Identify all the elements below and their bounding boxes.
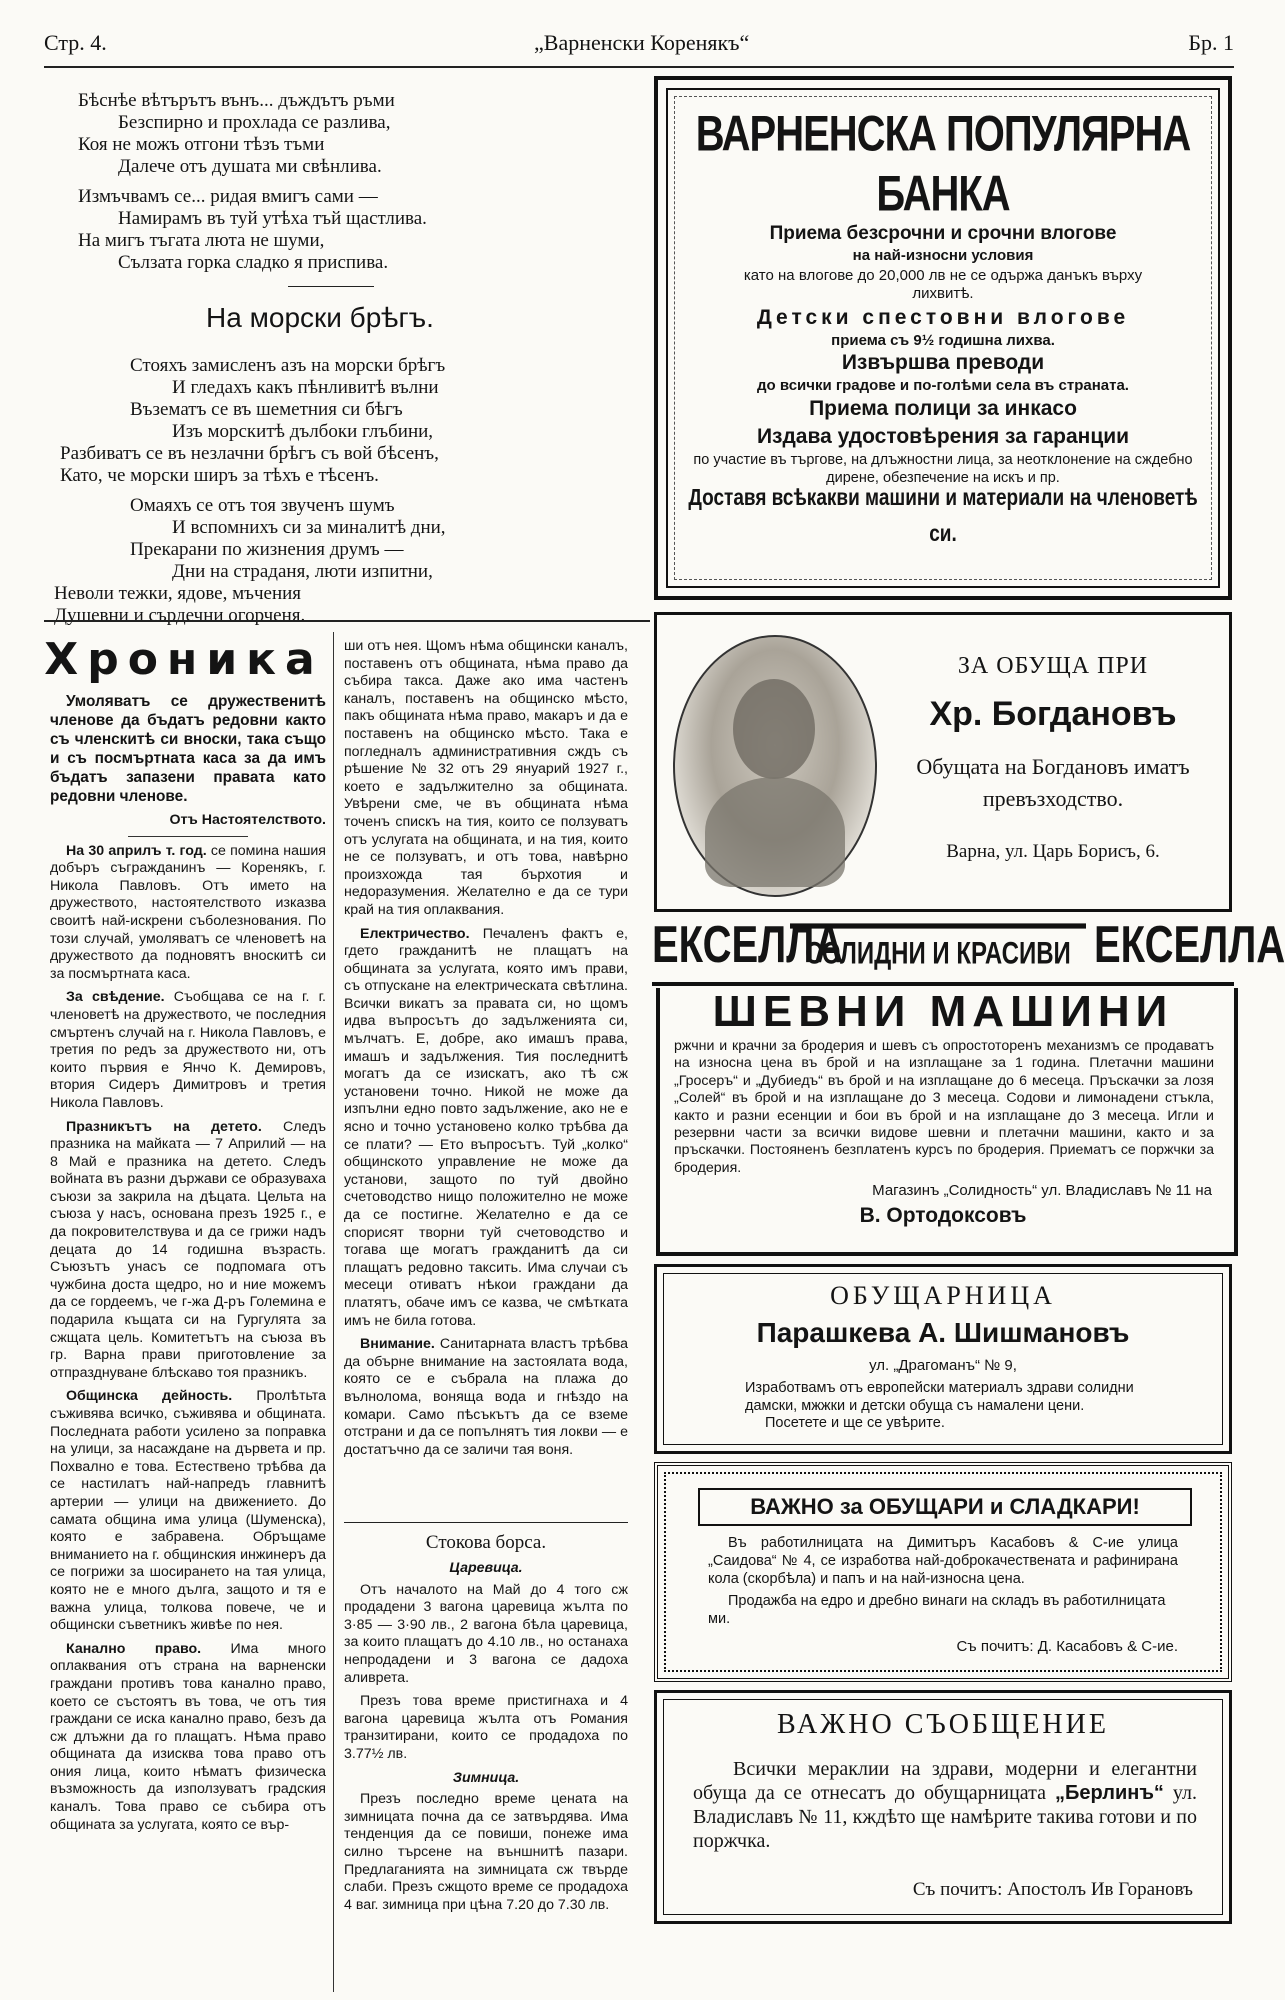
appeal-signature: Отъ Настоятелството. (169, 812, 326, 828)
market-wheat: Презъ последно време цената на зимницата почна да се затвърдява. Има тенденция да се повиши, понеже има силно търсене на външнитѣ пазари. Предлаганията на зимницата сж твърде слаби. Презъ сжщото време се продадоха 4 ваг. зимница при цѣна 7.20 до 7.30 лв. (344, 1791, 628, 1913)
newspaper-title: „Варненски Коренякъ“ (534, 30, 750, 55)
market-subtitle-wheat: Зимница. (452, 1769, 520, 1786)
important2-signature: Съ почитъ: Апостолъ Ив Горановъ (912, 1879, 1193, 1900)
poem-2 (40, 355, 600, 627)
ad-shoemakers-confectioners (654, 1462, 1232, 1682)
section-divider (44, 620, 650, 622)
important1-title: ВАЖНО за ОБУЩАРИ и СЛАДКАРИ! (698, 1488, 1192, 1526)
poem-line: Дни на страданя, люти изпитни, (172, 561, 433, 582)
appeal-text: Умоляватъ се дружественитѣ членове да бъдатъ редовни както съ членскитѣ си вноски, така също и съ посмъртната каса за да имъ бъдатъ запазени правата като редовни членове. (50, 693, 326, 805)
sewing-body: ржчни и крачни за бродерия и шевъ съ опростоторенъ механизмъ се продаватъ на износна цена въ брой и на изплащане за 1 година. Плетачни машини „Гросеръ“ и „Дубиедъ“ въ брой и на изплащане до 6 месеца. Пръскачки за лозя „Солей“ въ брой и на изплащане до 3 месеца. Содови и лимонадени стъкла, както и разни есенции и бои въ брой и на изплащане до 3 месеца. Игли и резервни части за всички видове шевни и плетачни машини, както и за пръскачки. Постояненъ безплатенъ курсъ по бродерия. Приематъ се поржчки за бродерия. (674, 1038, 1214, 1176)
chronicle-title: Хроника (44, 634, 324, 685)
important1-signature: Съ почитъ: Д. Касабовъ & С-ие. (956, 1638, 1178, 1655)
chronicle-column-1 (50, 692, 326, 1992)
ad-shoes-bogdanov (654, 612, 1232, 912)
bank-line: Извършва преводи (841, 351, 1045, 374)
important1-body: Въ работилницата на Димитъръ Касабовъ & С-ие улица „Саидова“ № 4, се изработва най-доброкачествената и рафинирана кола (скорбѣла) и папъ и на най-износна цена. (708, 1535, 1178, 1587)
article-canal: Канално право. Има много оплаквания отъ страна на варненски граждани противъ това канално право, което се състоятъ въ това, че отъ тия граждани се иска канално право, безъ да сж длъжни да го плащатъ. Нѣма право общината да изисква това право отъ ония лица, които нѣматъ физическа възможность да използуватъ градския каналъ. Това право се събира отъ общината за услугата, която се вър- (50, 1640, 326, 1833)
ad-bank (654, 76, 1232, 600)
article-municipal: Общинска дейность. Пролѣтьта съживява всичко, съживява и общината. Последната работи усилено за поправка на улици, за насаждане на дървета и пр. Похвално е това. Естествено трѣбва да се настилатъ най-напредъ главнитѣ артерии — улици на движението. До самата община има улица (Шуменска), която е забравена. Обръщаме вниманието на г. общинския инжинеръ да се погрижи за шосирането на тая улица, която не е много дълга, защото и тя е важна улица, толкова повече, че и общински съветникъ живѣе по нея. (50, 1388, 326, 1634)
chronicle-column-2 (344, 638, 628, 1518)
poem-line: Далече отъ душата ми свѣнлива. (118, 156, 382, 177)
ad-shoemaker (654, 1264, 1232, 1454)
brand-right: ЕКСЕЛЛА (1094, 916, 1285, 974)
issue-number: Бр. 1 (1188, 30, 1234, 55)
sewing-title: ШЕВНИ МАШИНИ (712, 987, 1174, 1036)
shoemaker-body: Изработвамъ отъ европейски материалъ здрави солидни дамски, мжжки и детски обуща съ намалени цени. (745, 1380, 1134, 1414)
article-child-day: Празникътъ на детето. Следъ празника на майката — 7 Априлий — на 8 Май е празника на детето. Следъ войната въ разни държави се образуваха съюзи за закрила на дѣцата. Цельта на съюза у насъ, основана презъ 1925 г., е да покровителствува и да се грижи надъ децата до 14 годишна възрасть. Съюзътъ унасъ се подпомага отъ чужбина доста щедро, но и ние можемъ да се гордеемъ, че г-жа Д-ръ Големина е подарила къщата си на Гургулята за сжщата цель. Комитетътъ на съюза въ гр. Варна прави приготовление за отпразднуване блѣскаво тоя празникъ. (50, 1118, 326, 1381)
poem-line: Като, че морски ширъ за тѣхъ е тѣсенъ. (60, 465, 379, 486)
ad-sewing-machines (652, 916, 1285, 1256)
page-number: Стр. 4. (44, 30, 107, 55)
page-header (44, 22, 1234, 68)
ad-important-notice (654, 1690, 1232, 1924)
poem-line: Прекарани по жизнения друмъ — (130, 539, 404, 560)
important2-shop: „Берлинъ“ (1055, 1782, 1164, 1804)
poem-line: Безспирно и прохлада се разлива, (118, 112, 391, 133)
poem-line: Неволи тежки, ядове, мъчения (54, 583, 302, 604)
poem-line: На мигъ тъгата люта не шуми, (78, 230, 325, 251)
important1-body2: Продажба на едро и дребно винаги на складъ въ работилницата ми. (708, 1593, 1166, 1627)
poem-line: Омаяхъ се отъ тоя звученъ шумъ (130, 495, 395, 516)
poem-line: Изъ морскитѣ дълбоки глъбини, (172, 421, 434, 442)
poem-line: Стояхъ замисленъ азъ на морски брѣгъ (130, 355, 446, 376)
shoemaker-cta: Посетете и ще се увѣрите. (765, 1415, 945, 1431)
brand-left: ЕКСЕЛЛА (652, 916, 844, 974)
bank-line: на най-износни условия (852, 247, 1034, 264)
sewing-shop: Магазинъ „Солидность“ ул. Владиславъ № 11 на (872, 1182, 1212, 1199)
bank-line: до всички градове и по-голѣми села въ страната. (757, 377, 1129, 394)
bank-line: Детски спестовни влогове (756, 306, 1130, 329)
bank-line: Приема полици за инкасо (809, 397, 1077, 420)
bank-name: ВАРНЕНСКА ПОПУЛЯРНА БАНКА (695, 106, 1191, 222)
poem-line: Възематъ се въ шеметния си бѣгъ (130, 399, 403, 420)
sewing-slogan: СОЛИДНИ И КРАСИВИ (790, 923, 1086, 980)
bank-line: Приема безсрочни и срочни влогове (769, 223, 1117, 244)
market-subtitle-corn: Царевица. (449, 1560, 523, 1576)
bank-line: като на влогове до 20,000 лв не се одържа данъкъ върху лихвитѣ. (743, 267, 1143, 302)
poem-line: Коя не можъ отгони тѣзъ тъми (78, 134, 325, 155)
poem-line: Намирамъ въ туй утѣха тъй щастлива. (118, 208, 427, 229)
shoemaker-name: Парашкева А. Шишмановъ (756, 1317, 1130, 1348)
portrait-image (673, 635, 877, 897)
important2-body: Всички мераклии на здрави, модерни и елегантни обуща да се отнесатъ до обущарницата „Берлинъ“ ул. Владиславъ № 11, кждѣто ще намѣрите такива готови и по поржчка. (693, 1758, 1197, 1852)
market-title: Стокова борса. (425, 1532, 547, 1553)
poem-line: Душевни и сърдечни огорченя. (54, 605, 306, 626)
shoes-slogan: Обущата на Богдановъ иматъ превъзходство. (916, 754, 1190, 811)
poem-line: И вспомнихъ си за миналитѣ дни, (172, 517, 446, 538)
market-corn-2: Презъ това време пристигнаха и 4 вагона царевица жълта отъ Романия транзитирани, които се продадоха по 3.77½ лв. (344, 1693, 628, 1762)
poem-line: Бѣснѣе вѣтърътъ вънъ... дъждътъ ръми (78, 90, 395, 111)
shoes-address: Варна, ул. Царь Борисъ, 6. (946, 841, 1160, 862)
article-electricity: Електричество. Печаленъ фактъ е, гдето гражданитѣ не плащатъ на общината за услугата, която имъ прави, съ отпускане на електрическата свѣтлина. Всички викатъ за правата си, но щомъ идва въпросътъ до задълженията си, мълчатъ. Е, добре, ако имашъ права, имашъ и задължения. Тия последнитѣ могатъ да се изискатъ, ако тѣ сж установени точно. Никой не може да изпълни едно повто задължение, ако не е ясно и точно установено колко трѣбва да се плати? — Ето въпросътъ. Туй „колко“ общинското управление не може да установи, защото по туй двойно счетоводство нищо положително не може да се постигне. Желателно е да се спорисят творни туй счетоводство и тогава ще могатъ гражданитѣ да си плащатъ редовно таксить. Има случаи съ месеци отиватъ нѣкои граждани да платятъ, обаче имъ се казва, че смѣтката имъ не била готова. (344, 925, 628, 1329)
poem-1 (40, 90, 600, 274)
bank-line: по участие въ търгове, на длъжностни лица, за неотклонение на сждебно дирене, обезпечение на искъ и пр. (693, 452, 1193, 486)
shoemaker-address: ул. „Драгоманъ“ № 9, (869, 1357, 1017, 1374)
divider (288, 286, 374, 287)
bank-line: приема съ 9½ годишна лихва. (831, 332, 1055, 349)
column-rule (333, 632, 334, 1992)
market-corn-1: Отъ началото на Май до 4 того сж продадени 3 вагона царевица жълта по 3·85 — 3·90 лв., 2 вагона бѣла царевица, за които плащатъ до 4.10 лв., но останаха непродадени и 3 вагона се дадоха аливрета. (344, 1581, 628, 1686)
sewing-owner: В. Ортодоксовъ (859, 1204, 1027, 1227)
market-column (344, 1560, 628, 1990)
important2-title: ВАЖНО СЪОБЩЕНИЕ (777, 1709, 1109, 1740)
shoes-intro: ЗА ОБУЩА ПРИ (957, 653, 1149, 679)
article-attention: Внимание. Санитарната властъ трѣбва да обърне внимание на застоялата вода, която се е събрала на плажа до вълнолома, воняща вода и гнѣздо на комари. Само пѣсъкътъ да се вземе отстрани и да се попълнятъ тия локви — е достатъчно да се заличи тая воня. (344, 1336, 628, 1458)
bank-line: Доставя всѣкакви машини и материали на членоветѣ си. (688, 485, 1198, 547)
bank-line: Издава удостовѣрения за гаранции (756, 425, 1130, 448)
divider (344, 1522, 628, 1523)
article-canal-continued: ши отъ нея. Щомъ нѣма общински каналъ, поставенъ отъ общината, нѣма право да събира такса. Даже ако има частенъ каналъ, поставенъ на общинско мѣсто, пакъ общината нѣма право, макаръ и да е поставенъ на общинско мѣсто. Така е погледналъ административния сждъ съ рѣшение № 32 отъ 29 януарий 1927 г., което е задължително за общината. Увѣрени сме, че въ общината нѣма точенъ спискъ на тия, които се ползуватъ отъ услугата на общината, и на тия, които не се ползуватъ, и отъ това, навѣрно произхожда тая бърхотия и недоразумения. Желателно е да се тури край на тия оплаквания. (344, 638, 628, 918)
poem-2-title: На морски брѣгъ. (206, 302, 434, 333)
poem-line: Измъчвамъ се... ридая вмигъ сами — (78, 186, 378, 207)
poem-line: Сълзата горка сладко я приспива. (118, 252, 389, 273)
poem-line: И гледахъ какъ пѣнливитѣ вълни (172, 377, 439, 398)
article-notice: За свѣдение. Съобщава се на г. г. членоветѣ на дружеството, че последния смъртенъ случай на г. Никола Павловъ, е третия по редъ за дружеството ни, отъ които първия е Янчо К. Демировъ, втория Сидеръ Димитровъ и третия Никола Павловъ. (50, 989, 326, 1111)
article-death: На 30 априлъ т. год. се помина нашия добъръ съгражданинъ — Коренякъ, г. Никола Павловъ. Отъ името на дружеството, настоятелството изказва своитѣ най-искрени съболезнования. По този случай, умоляватъ се членоветѣ на дружеството да подновятъ вноскитѣ си за посмъртната каса. (50, 842, 326, 982)
shoes-owner-name: Хр. Богдановъ (929, 695, 1177, 733)
shoemaker-title: ОБУЩАРНИЦА (830, 1281, 1056, 1310)
poem-line: Разбиватъ се въ незлачни брѣгъ съ вой бѣсенъ, (60, 443, 439, 464)
